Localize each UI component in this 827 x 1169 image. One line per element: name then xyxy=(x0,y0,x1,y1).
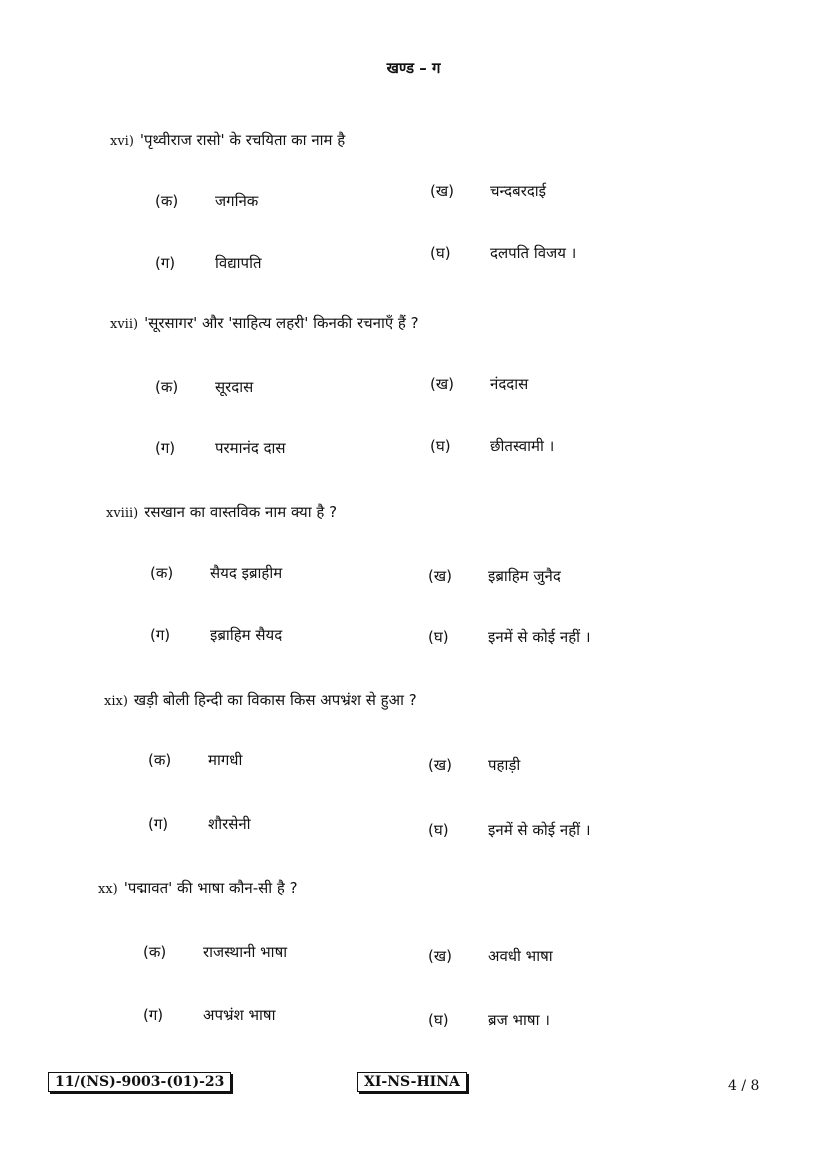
option-letter: (ग) xyxy=(150,626,171,644)
question-number: xix) xyxy=(104,694,128,709)
option-letter: (घ) xyxy=(428,1011,449,1029)
option-18-d xyxy=(428,627,591,647)
option-letter: (ग) xyxy=(143,1006,164,1024)
option-text: परमानंद दास xyxy=(215,439,286,457)
question-19 xyxy=(104,690,417,710)
subject-code: XI-NS-HINA xyxy=(357,1072,467,1092)
option-text: चन्दबरदाई xyxy=(490,182,547,200)
option-18-c xyxy=(150,625,282,645)
option-19-c xyxy=(148,814,251,834)
option-text: पहाड़ी xyxy=(488,756,521,774)
question-text: रसखान का वास्तविक नाम क्या है ? xyxy=(144,503,338,521)
option-letter: (घ) xyxy=(428,821,449,839)
option-text: ब्रज भाषा । xyxy=(488,1011,550,1029)
question-20 xyxy=(98,878,298,898)
option-text: छीतस्वामी । xyxy=(490,437,555,455)
question-text: 'पद्मावत' की भाषा कौन-सी है ? xyxy=(123,879,298,897)
question-18 xyxy=(106,502,337,522)
option-text: विद्यापति xyxy=(215,254,262,272)
option-text: इनमें से कोई नहीं । xyxy=(488,821,591,839)
option-17-b xyxy=(430,374,528,394)
paper-code: 11/(NS)-9003-(01)-23 xyxy=(48,1072,231,1092)
option-letter: (घ) xyxy=(428,628,449,646)
option-text: अवधी भाषा xyxy=(488,947,553,965)
page-number: 4 / 8 xyxy=(728,1078,760,1094)
option-19-d xyxy=(428,820,591,840)
option-text: सूरदास xyxy=(215,378,254,396)
option-16-a xyxy=(155,191,258,211)
question-number: xvii) xyxy=(110,317,139,332)
option-16-b xyxy=(430,181,546,201)
option-letter: (ख) xyxy=(430,182,454,200)
option-17-c xyxy=(155,438,286,458)
option-text: इब्राहिम सैयद xyxy=(210,626,283,644)
option-letter: (ख) xyxy=(428,567,452,585)
option-text: नंददास xyxy=(490,375,529,393)
question-text: खड़ी बोली हिन्दी का विकास किस अपभ्रंश से हुआ ? xyxy=(133,691,417,709)
option-text: अपभ्रंश भाषा xyxy=(203,1006,276,1024)
option-20-c xyxy=(143,1005,275,1025)
question-text: 'पृथ्वीराज रासो' के रचयिता का नाम है xyxy=(139,131,346,149)
option-18-b xyxy=(428,566,561,586)
section-title: खण्ड – ग xyxy=(386,59,441,77)
option-20-b xyxy=(428,946,553,966)
question-16 xyxy=(110,130,345,150)
option-letter: (क) xyxy=(148,751,172,769)
option-17-a xyxy=(155,377,253,397)
option-letter: (क) xyxy=(150,564,174,582)
option-letter: (ग) xyxy=(155,254,176,272)
option-letter: (क) xyxy=(143,943,167,961)
option-text: दलपति विजय । xyxy=(490,244,577,262)
option-19-a xyxy=(148,750,242,770)
option-text: राजस्थानी भाषा xyxy=(203,943,288,961)
question-17 xyxy=(110,313,419,333)
option-text: मागधी xyxy=(208,751,243,769)
option-letter: (क) xyxy=(155,192,179,210)
option-letter: (घ) xyxy=(430,437,451,455)
option-text: सैयद इब्राहीम xyxy=(210,564,283,582)
option-20-a xyxy=(143,942,287,962)
option-text: जगनिक xyxy=(215,192,259,210)
question-number: xvi) xyxy=(110,134,134,149)
option-letter: (घ) xyxy=(430,244,451,262)
question-number: xx) xyxy=(98,882,118,897)
option-20-d xyxy=(428,1010,550,1030)
option-letter: (ख) xyxy=(428,947,452,965)
option-text: शौरसेनी xyxy=(208,815,251,833)
option-letter: (ख) xyxy=(428,756,452,774)
option-letter: (ख) xyxy=(430,375,454,393)
option-19-b xyxy=(428,755,520,775)
option-18-a xyxy=(150,563,282,583)
option-17-d xyxy=(430,436,554,456)
option-16-c xyxy=(155,253,262,273)
option-16-d xyxy=(430,243,576,263)
question-number: xviii) xyxy=(106,506,139,521)
option-text: इब्राहिम जुनैद xyxy=(488,567,561,585)
question-text: 'सूरसागर' और 'साहित्य लहरी' किनकी रचनाएँ हैं ? xyxy=(144,314,419,332)
option-letter: (क) xyxy=(155,378,179,396)
option-text: इनमें से कोई नहीं । xyxy=(488,628,591,646)
option-letter: (ग) xyxy=(155,439,176,457)
option-letter: (ग) xyxy=(148,815,169,833)
